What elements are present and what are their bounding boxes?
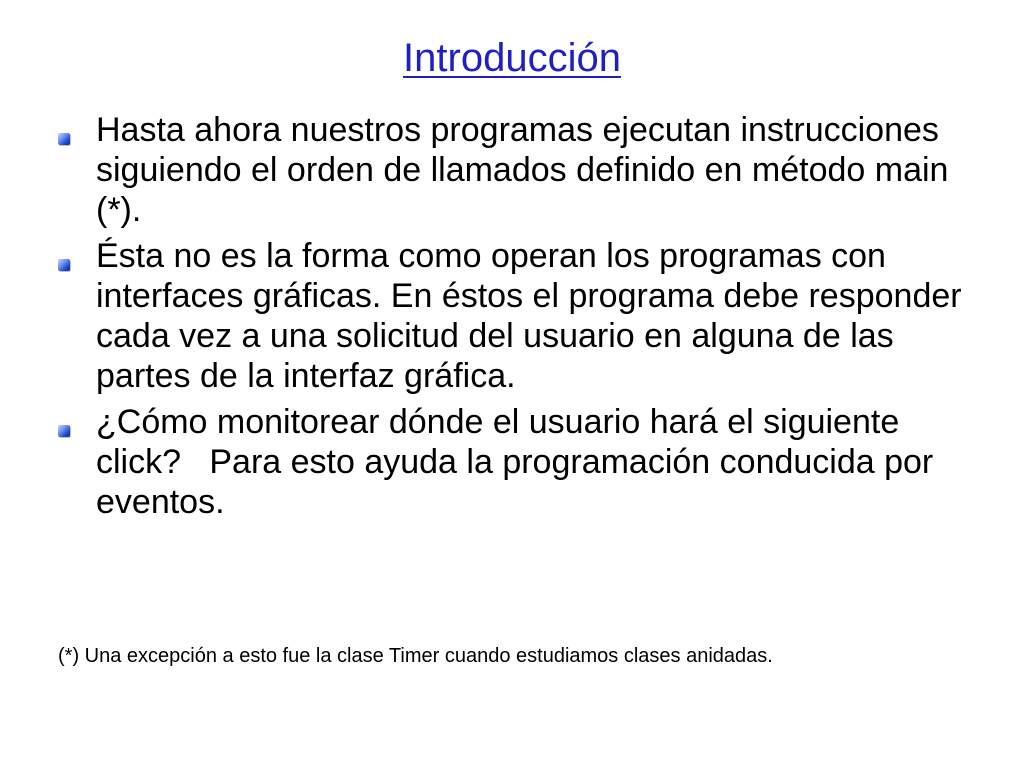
bullet-text: Ésta no es la forma como operan los programas con interfaces gráficas. En éstos el programa debe responder cada vez a una solicitud del usuario en alguna de las partes de la interfaz gráfica. [96,237,962,395]
bullet-item [58,402,978,522]
bullet-square-icon [58,259,70,271]
bullet-text: Hasta ahora nuestros programas ejecutan instrucciones siguiendo el orden de llamados definido en método main (*). [96,111,949,229]
bullet-square-icon [58,425,70,437]
bullet-square-icon [58,133,70,145]
bullet-list [58,110,978,528]
bullet-item [58,110,978,230]
bullet-text: ¿Cómo monitorear dónde el usuario hará el siguiente click? Para esto ayuda la programación conducida por eventos. [96,403,943,521]
slide-title: Introducción [403,36,621,80]
footnote: (*) Una excepción a esto fue la clase Timer cuando estudiamos clases anidadas. [58,645,773,667]
bullet-item [58,236,978,396]
